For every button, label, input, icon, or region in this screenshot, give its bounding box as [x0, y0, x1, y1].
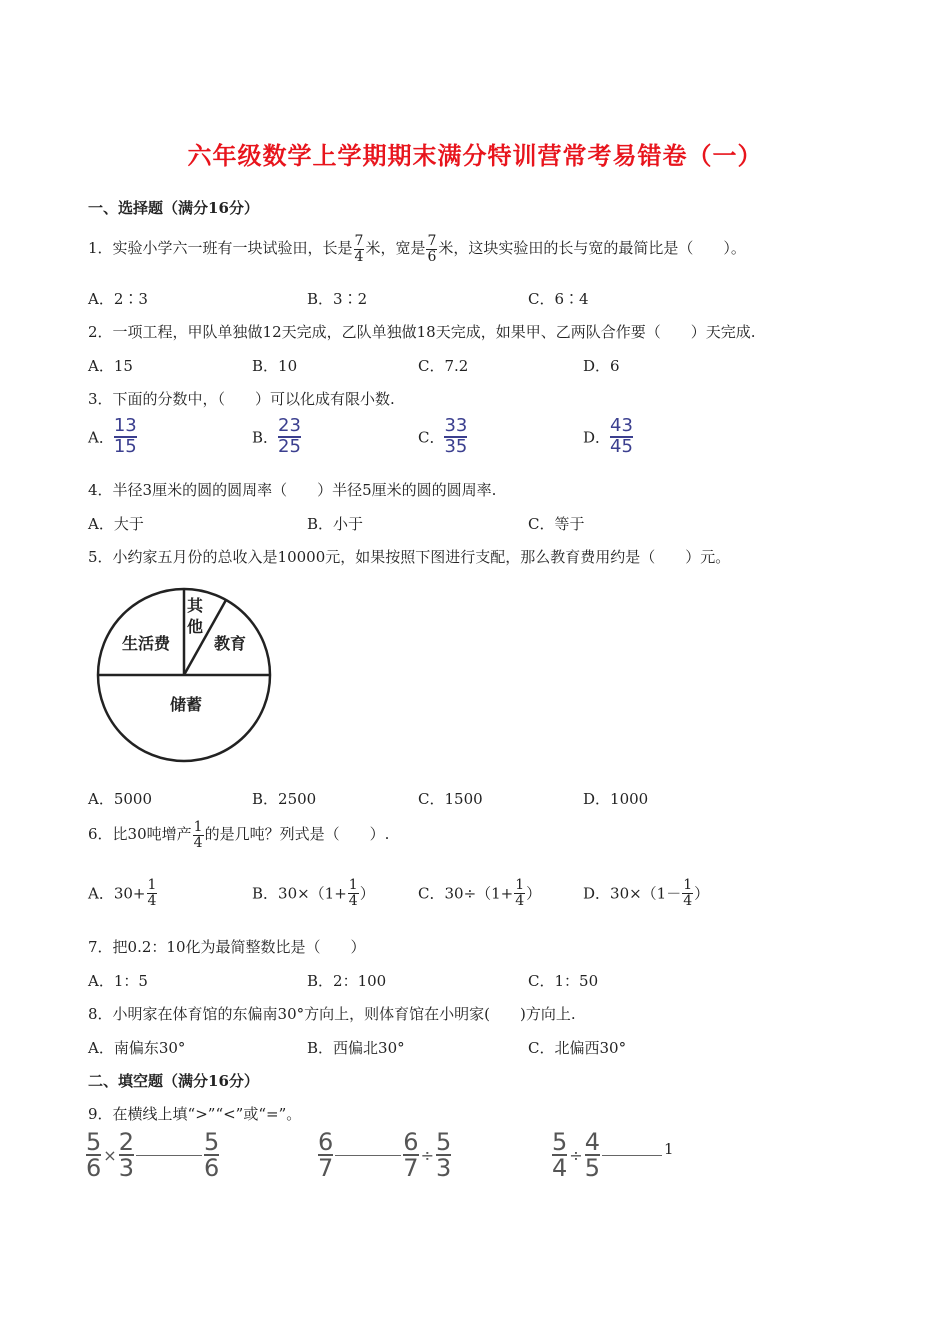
section-heading-choice: 一、选择题（满分16分）: [88, 199, 259, 217]
fraction: $\frac{6}{7}$: [403, 1128, 419, 1182]
fraction: $\frac{1}{4}$: [348, 877, 358, 909]
q7-option-b[interactable]: B．2：100: [307, 972, 387, 990]
question-9: 9．在横线上填“>”“<”或“=”。: [88, 1105, 302, 1123]
question-5: 5．小约家五月份的总收入是10000元，如果按照下图进行支配，那么教育费用约是（ ）元。: [88, 548, 731, 566]
number-one: 1: [663, 1140, 674, 1158]
q7-option-c[interactable]: C．1：50: [528, 972, 599, 990]
q4-option-a[interactable]: A．大于: [88, 515, 144, 533]
operator: ÷: [569, 1145, 583, 1165]
operator: ÷: [420, 1145, 434, 1165]
question-text: 米，这块实验田的长与宽的最简比是（ ）。: [438, 239, 746, 258]
q3-option-c[interactable]: C． $\frac{33}{35}$: [418, 415, 468, 457]
question-6: [88, 820, 389, 850]
fraction: $\frac{5}{4}$: [552, 1128, 568, 1182]
q5-option-d[interactable]: D．1000: [583, 790, 649, 808]
q2-option-b[interactable]: B．10: [252, 357, 298, 375]
answer-blank-1[interactable]: [136, 1155, 202, 1156]
question-2: 2．一项工程，甲队单独做12天完成，乙队单独做18天完成，如果甲、乙两队合作要（ ）天完成.: [88, 323, 756, 341]
fraction: $\frac{43}{45}$: [610, 415, 633, 457]
q8-option-b[interactable]: B．西偏北30°: [307, 1039, 405, 1057]
question-8: 8．小明家在体育馆的东偏南30°方向上，则体育馆在小明家( )方向上.: [88, 1005, 576, 1023]
question-1: [88, 234, 746, 264]
question-text: 的是几吨？列式是（ ）.: [204, 825, 390, 844]
fraction: $\frac{1}{4}$: [683, 877, 693, 909]
compare-expression-1: [86, 1130, 219, 1180]
pie-label-savings: 储蓄: [170, 695, 203, 714]
q3-option-b[interactable]: B． $\frac{23}{25}$: [252, 415, 301, 457]
fraction: $\frac{7}{6}$: [427, 233, 437, 265]
question-text: 1．实验小学六一班有一块试验田，长是: [88, 239, 353, 258]
fraction: $\frac{1}{4}$: [515, 877, 525, 909]
compare-expression-2: [318, 1130, 451, 1180]
pie-label-other-1: 其: [187, 596, 204, 615]
q5-option-b[interactable]: B．2500: [252, 790, 317, 808]
fraction: $\frac{1}{4}$: [147, 877, 157, 909]
fraction: $\frac{5}{6}$: [86, 1128, 102, 1182]
q6-option-d[interactable]: D．30×（1－ $\frac{1}{4}$ ）: [583, 877, 710, 909]
q4-option-c[interactable]: C．等于: [528, 515, 585, 533]
q1-option-a[interactable]: A．2∶3: [88, 290, 148, 308]
fraction: $\frac{5}{6}$: [203, 1128, 220, 1182]
answer-blank-2[interactable]: [335, 1155, 401, 1156]
q2-option-c[interactable]: C．7.2: [418, 357, 469, 375]
fraction: $\frac{7}{4}$: [354, 233, 364, 265]
q3-option-d[interactable]: D． $\frac{43}{45}$: [583, 415, 633, 457]
fraction: $\frac{1}{4}$: [193, 819, 203, 851]
question-7: 7．把0.2：10化为最简整数比是（ ）: [88, 938, 366, 956]
fraction: $\frac{5}{3}$: [435, 1128, 452, 1182]
q8-option-a[interactable]: A．南偏东30°: [88, 1039, 186, 1057]
q3-option-a[interactable]: A． $\frac{13}{15}$: [88, 415, 137, 457]
q2-option-d[interactable]: D．6: [583, 357, 620, 375]
answer-blank-3[interactable]: [602, 1155, 662, 1156]
fraction: $\frac{13}{15}$: [113, 415, 137, 457]
question-text: 6．比30吨增产: [88, 825, 192, 844]
pie-label-education: 教育: [214, 634, 247, 653]
question-text: 米，宽是: [365, 239, 426, 258]
pie-label-other-2: 他: [187, 617, 204, 636]
q1-option-c[interactable]: C．6∶4: [528, 290, 589, 308]
question-4: 4．半径3厘米的圆的圆周率（ ）半径5厘米的圆的圆周率.: [88, 481, 497, 499]
fraction: $\frac{2}{3}$: [118, 1128, 134, 1182]
q8-option-c[interactable]: C．北偏西30°: [528, 1039, 627, 1057]
q4-option-b[interactable]: B．小于: [307, 515, 364, 533]
fraction: $\frac{4}{5}$: [584, 1128, 600, 1182]
section-heading-fill: 二、填空题（满分16分）: [88, 1072, 259, 1090]
fraction: $\frac{6}{7}$: [318, 1128, 334, 1182]
q2-option-a[interactable]: A．15: [88, 357, 133, 375]
operator: ×: [103, 1145, 117, 1165]
q5-option-a[interactable]: A．5000: [88, 790, 153, 808]
fraction: $\frac{33}{35}$: [444, 415, 468, 457]
q1-option-b[interactable]: B．3∶2: [307, 290, 368, 308]
question-3: 3．下面的分数中，（ ）可以化成有限小数.: [88, 390, 395, 408]
q5-option-c[interactable]: C．1500: [418, 790, 483, 808]
q6-option-c[interactable]: C．30÷（1+ $\frac{1}{4}$ ）: [418, 877, 542, 909]
budget-pie-diagram: [96, 587, 280, 763]
q7-option-a[interactable]: A．1：5: [88, 972, 148, 990]
q6-option-a[interactable]: A．30+ $\frac{1}{4}$: [88, 877, 157, 909]
fraction: $\frac{23}{25}$: [278, 415, 301, 457]
q6-option-b[interactable]: B．30×（1+ $\frac{1}{4}$ ）: [252, 877, 375, 909]
compare-expression-3: [552, 1130, 674, 1180]
pie-label-living: 生活费: [122, 634, 171, 653]
page-title: 六年级数学上学期期末满分特训营常考易错卷（一）: [187, 141, 763, 170]
